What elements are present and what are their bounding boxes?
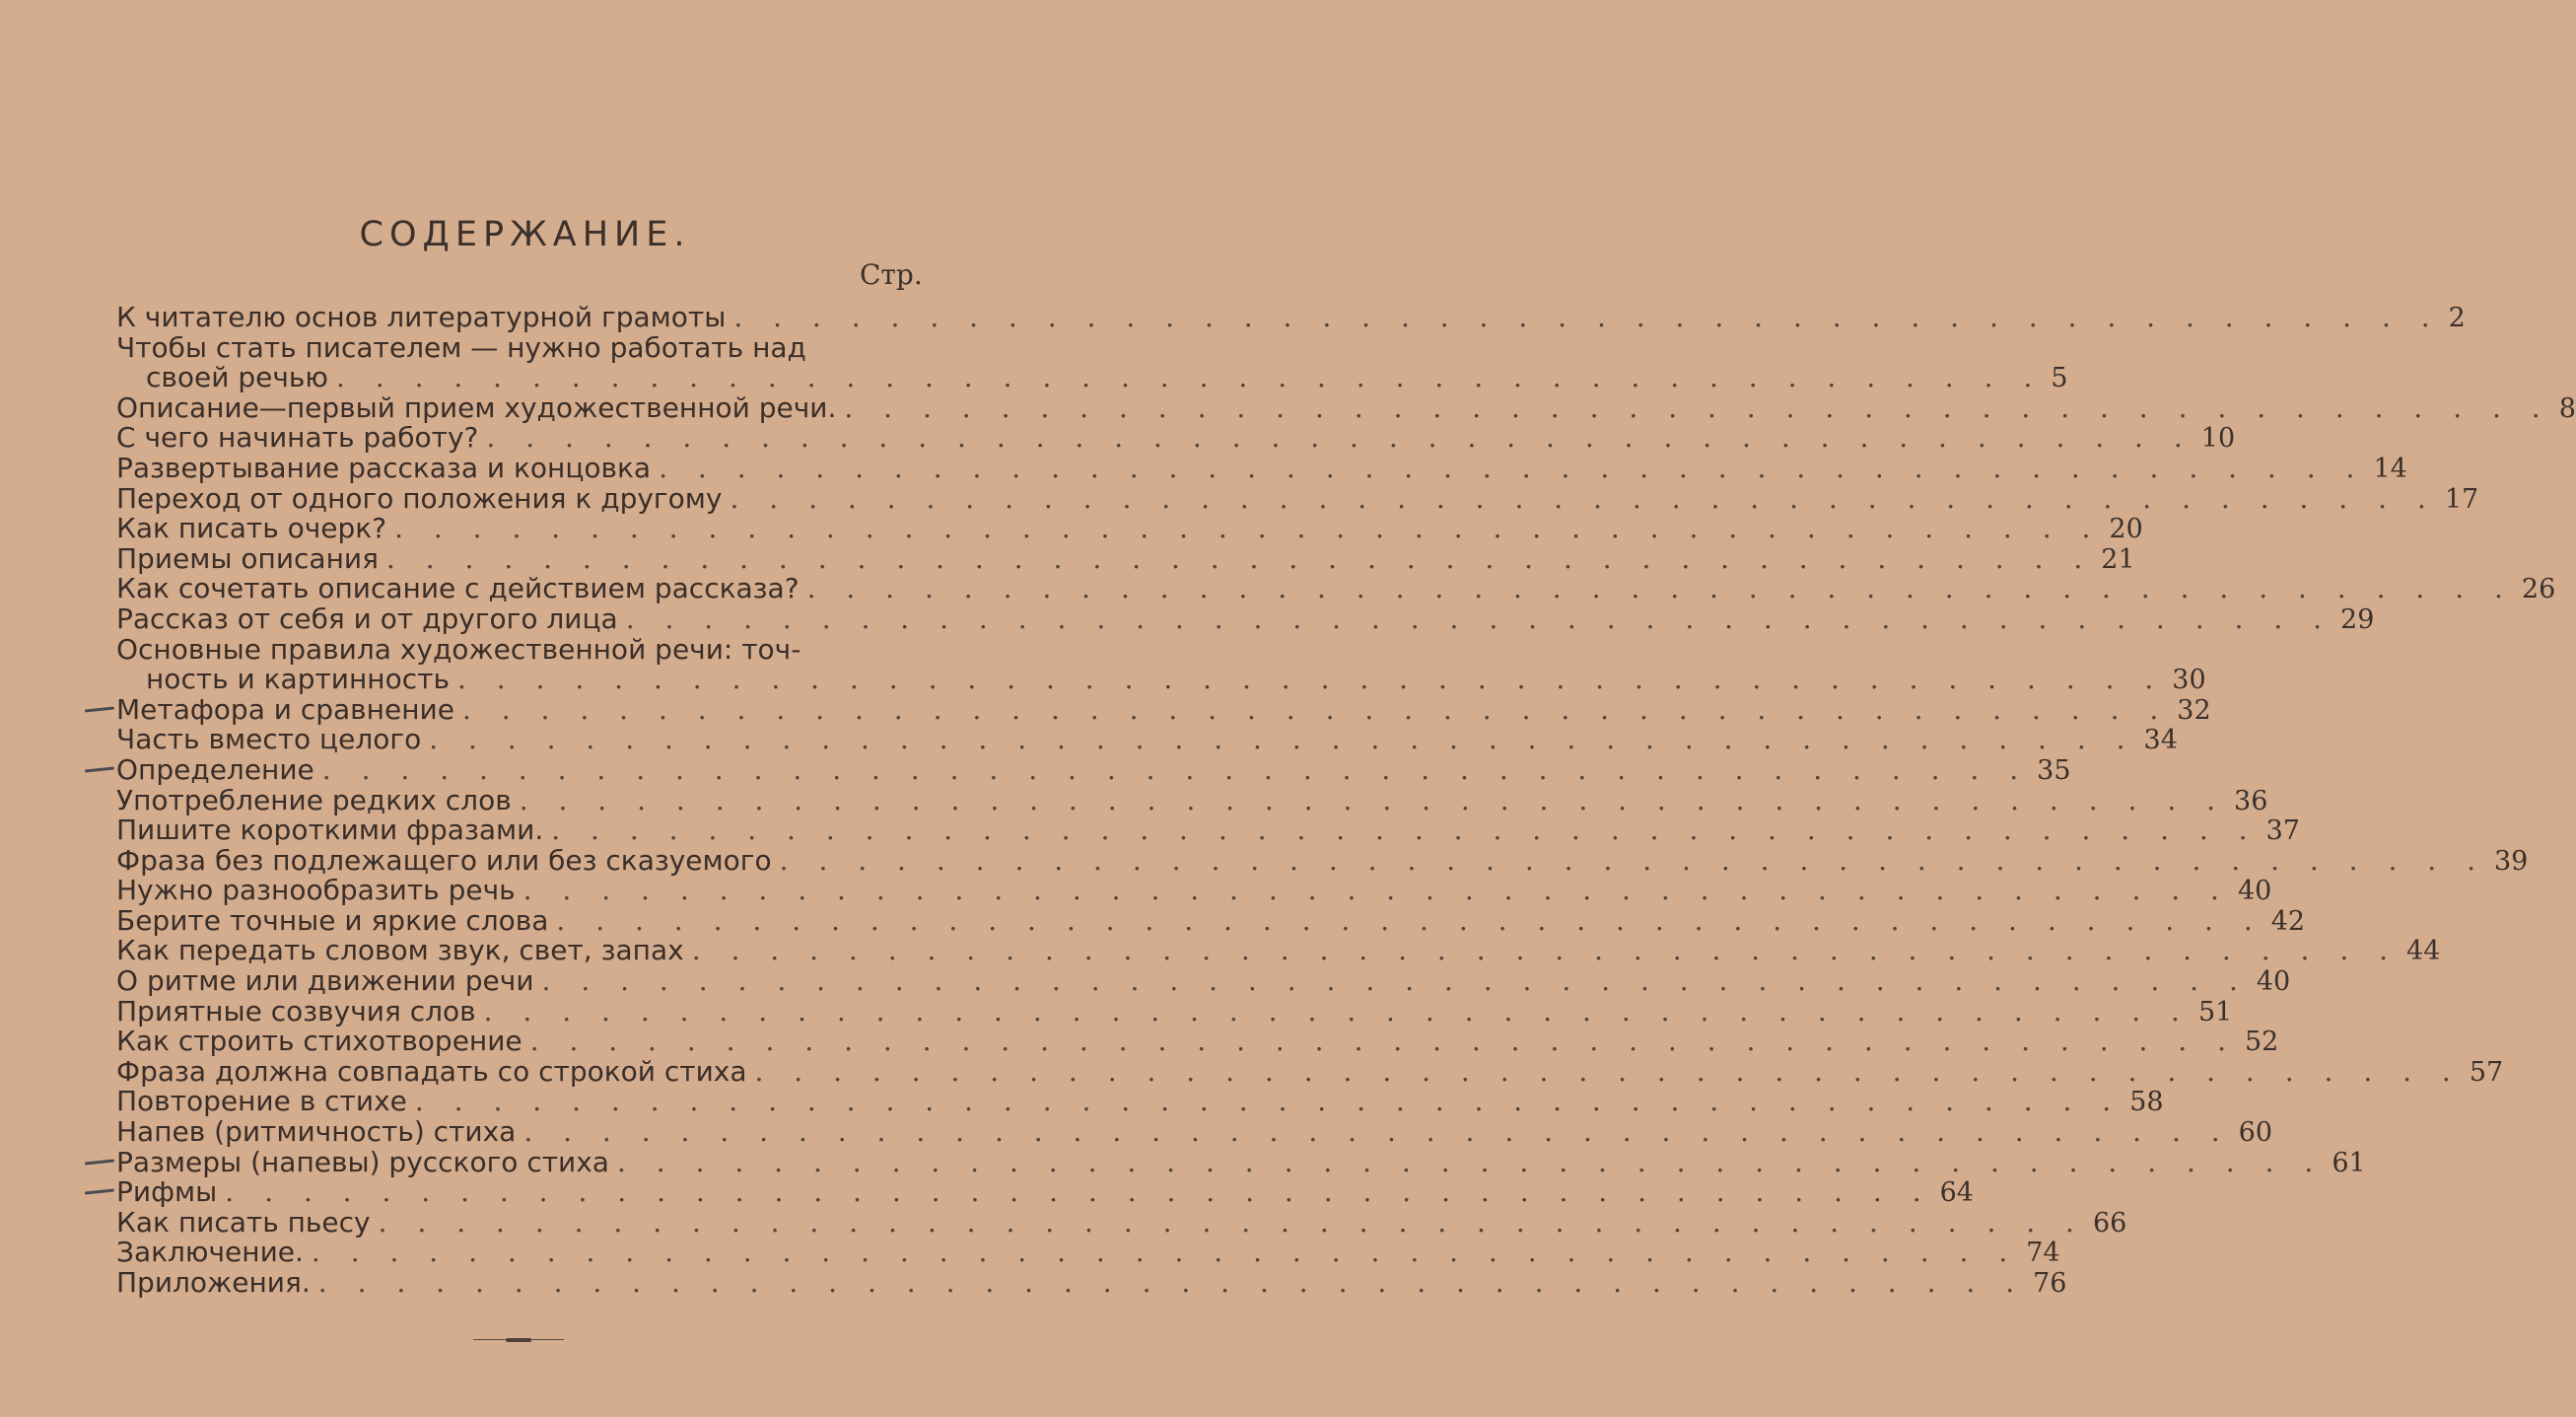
toc-entry-title: Рассказ от себя и от другого лица bbox=[116, 602, 618, 635]
toc-entry-title: Как сочетать описание с действием рассказа? bbox=[116, 572, 800, 605]
dot-leader: . . . . . . . . . . . . . . . . . . . . . . . . . . . . . . . . . . . . . . . . . . . . bbox=[486, 421, 2193, 455]
dot-leader: . . . . . . . . . . . . . . . . . . . . . . . . . . . . . . . . . . . . . . . . . . . . bbox=[691, 934, 2400, 967]
toc-entry-title: Определение bbox=[116, 752, 314, 786]
toc-entry-title: Рифмы bbox=[116, 1175, 218, 1209]
dot-leader: . . . . . . . . . . . . . . . . . . . . . . . . . . . . . . . . . . . . . . . . . . . . bbox=[522, 874, 2230, 907]
toc-entry bbox=[116, 903, 2306, 937]
pencil-mark bbox=[85, 1159, 114, 1165]
toc-entry bbox=[116, 541, 2135, 575]
toc-entry-page: 66 bbox=[2092, 1207, 2127, 1239]
dot-leader: . . . . . . . . . . . . . . . . . . . . . . . . . . . . . . . . . . . . . . . . . . . . bbox=[616, 1145, 2325, 1178]
dot-leader: . . . . . . . . . . . . . . . . . . . . . . . . . . . . . . . . . . . . . . . . . . . . bbox=[529, 1025, 2237, 1058]
dot-leader: . . . . . . . . . . . . . . . . . . . . . . . . . . . . . . . . . . . . . . . . . . . . bbox=[311, 1236, 2019, 1269]
dot-leader: . . . . . . . . . . . . . . . . . . . . . . . . . . . . . . . . . . . . . . . . . . . . bbox=[317, 1266, 2026, 1299]
dot-leader: . . . . . . . . . . . . . . . . . . . . . . . . . . . . . . . . . . . . . . . . . . . . bbox=[225, 1175, 1932, 1209]
toc-entry bbox=[116, 481, 2479, 515]
toc-entry-page: 74 bbox=[2026, 1238, 2060, 1269]
dot-leader: . . . . . . . . . . . . . . . . . . . . . . . . . . . . . . . . . . . . . . . . . . . . bbox=[394, 512, 2102, 545]
toc-entry bbox=[116, 723, 2178, 756]
toc-entry bbox=[116, 1266, 2067, 1299]
page-column-header: Стр. bbox=[860, 258, 923, 291]
toc-entry-continuation: ность и картинность bbox=[146, 663, 450, 696]
toc-entry bbox=[116, 632, 2206, 696]
toc-entry bbox=[116, 934, 2441, 967]
dot-leader: . . . . . . . . . . . . . . . . . . . . . . . . . . . . . . . . . . . . . . . . . . . . bbox=[321, 752, 2030, 786]
pencil-mark bbox=[85, 706, 114, 712]
dot-leader: . . . . . . . . . . . . . . . . . . . . . . . . . . . . . . . . . . . . . . . . . . . . bbox=[456, 663, 2165, 696]
end-ornament bbox=[473, 1338, 564, 1342]
toc-entry bbox=[116, 843, 2529, 877]
toc-entry-page: 52 bbox=[2245, 1027, 2279, 1058]
dot-leader: . . . . . . . . . . . . . . . . . . . . . . . . . . . . . . . . . . . . . . . . . . . . bbox=[414, 1085, 2123, 1118]
toc-entry-title: Переход от одного положения к другому bbox=[116, 481, 723, 515]
toc-entry bbox=[116, 390, 2576, 424]
toc-entry bbox=[116, 301, 2466, 333]
toc-entry-page: 40 bbox=[2256, 966, 2291, 998]
dot-leader: . . . . . . . . . . . . . . . . . . . . . . . . . . . . . . . . . . . . . . . . . . . . bbox=[625, 602, 2333, 635]
toc-entry bbox=[116, 451, 2407, 484]
dot-leader: . . . . . . . . . . . . . . . . . . . . . . . . . . . . . . . . . . . . . . . . . . . . bbox=[335, 361, 2044, 394]
dot-leader: . . . . . . . . . . . . . . . . . . . . . . . . . . . . . . . . . . . . . . . . . . . . bbox=[519, 783, 2227, 816]
dot-leader: . . . . . . . . . . . . . . . . . . . . . . . . . . . . . . . . . . . . . . . . . . . . bbox=[659, 451, 2366, 484]
pencil-mark bbox=[85, 766, 114, 772]
toc-entry-title: Как писать очерк? bbox=[116, 512, 387, 545]
dot-leader: . . . . . . . . . . . . . . . . . . . . . . . . . . . . . . . . . . . . . . . . . . . . bbox=[385, 541, 2094, 575]
dot-leader: . . . . . . . . . . . . . . . . . . . . . . . . . . . . . . . . . . . . . . . . . . . . bbox=[378, 1205, 2085, 1239]
table-of-contents bbox=[116, 301, 2576, 1299]
toc-entry-title: Употребление редких слов bbox=[116, 783, 512, 816]
toc-entry-page: 44 bbox=[2406, 936, 2441, 967]
dot-leader: . . . . . . . . . . . . . . . . . . . . . . . . . . . . . . . . . . . . . . . . . . . . bbox=[461, 692, 2170, 726]
toc-entry-page: 35 bbox=[2037, 754, 2071, 786]
toc-entry-title: Как строить стихотворение bbox=[116, 1025, 522, 1058]
toc-entry-title: Размеры (напевы) русского стиха bbox=[116, 1145, 609, 1178]
toc-entry bbox=[116, 1085, 2164, 1118]
dot-leader: . . . . . . . . . . . . . . . . . . . . . . . . . . . . . . . . . . . . . . . . . . . . bbox=[730, 481, 2437, 515]
toc-entry-title: Приемы описания bbox=[116, 541, 379, 575]
toc-entry bbox=[116, 1054, 2504, 1088]
toc-entry bbox=[116, 994, 2233, 1027]
toc-entry-title: С чего начинать работу? bbox=[116, 421, 479, 455]
toc-entry-page: 10 bbox=[2200, 423, 2236, 455]
toc-entry-page: 60 bbox=[2238, 1117, 2273, 1149]
dot-leader: . . . . . . . . . . . . . . . . . . . . . . . . . . . . . . . . . . . . . . . . . . . . bbox=[541, 964, 2249, 998]
toc-entry-title: Метафора и сравнение bbox=[116, 692, 454, 726]
toc-entry-page: 21 bbox=[2101, 543, 2135, 575]
dot-leader: . . . . . . . . . . . . . . . . . . . . . . . . . . . . . . . . . . . . . . . . . . . . bbox=[523, 1115, 2231, 1149]
toc-entry bbox=[116, 1236, 2060, 1269]
toc-entry-page: 37 bbox=[2265, 815, 2300, 847]
toc-entry bbox=[116, 752, 2071, 786]
toc-entry bbox=[116, 1205, 2127, 1239]
toc-entry-title: Фраза должна совпадать со строкой стиха bbox=[116, 1054, 747, 1088]
toc-entry-page: 30 bbox=[2172, 665, 2206, 696]
toc-entry-page: 8 bbox=[2558, 392, 2576, 424]
toc-entry bbox=[116, 1115, 2273, 1149]
toc-entry bbox=[116, 1175, 1974, 1209]
toc-entry-page: 32 bbox=[2177, 694, 2211, 726]
toc-entry-title: К читателю основ литературной грамоты bbox=[116, 301, 727, 333]
toc-entry-title: Основные правила художественной речи: точ- bbox=[116, 632, 801, 666]
toc-entry-title: Заключение. bbox=[116, 1236, 304, 1269]
toc-entry-title: Часть вместо целого bbox=[116, 723, 422, 756]
dot-leader: . . . . . . . . . . . . . . . . . . . . . . . . . . . . . . . . . . . . . . . . . . . . bbox=[754, 1054, 2462, 1088]
toc-entry bbox=[116, 330, 2068, 394]
toc-entry-page: 39 bbox=[2493, 845, 2529, 877]
toc-entry bbox=[116, 421, 2236, 455]
toc-entry-page: 2 bbox=[2448, 303, 2466, 333]
dot-leader: . . . . . . . . . . . . . . . . . . . . . . . . . . . . . . . . . . . . . . . . . . . . bbox=[806, 572, 2514, 605]
toc-entry-title: Приятные созвучия слов bbox=[116, 994, 476, 1027]
toc-entry-continuation: своей речью bbox=[146, 361, 328, 394]
dot-leader: . . . . . . . . . . . . . . . . . . . . . . . . . . . . . . . . . . . . . . . . . . . . bbox=[483, 994, 2191, 1027]
toc-entry-title: О ритме или движении речи bbox=[116, 964, 534, 998]
toc-entry-title: Как передать словом звук, свет, запах bbox=[116, 934, 684, 967]
toc-entry-page: 64 bbox=[1939, 1177, 1974, 1209]
toc-entry-page: 61 bbox=[2332, 1147, 2366, 1178]
toc-entry-title: Напев (ритмичность) стиха bbox=[116, 1115, 517, 1149]
toc-entry-page: 40 bbox=[2237, 876, 2272, 907]
toc-entry-page: 42 bbox=[2270, 905, 2306, 937]
toc-entry-title: Нужно разнообразить речь bbox=[116, 874, 516, 907]
toc-entry-page: 58 bbox=[2129, 1087, 2164, 1118]
toc-entry-title: Берите точные и яркие слова bbox=[116, 903, 549, 937]
toc-entry-page: 17 bbox=[2444, 483, 2479, 515]
toc-entry-page: 14 bbox=[2373, 453, 2407, 484]
toc-entry-title: Описание—первый прием художественной речи. bbox=[116, 390, 837, 424]
toc-entry bbox=[116, 692, 2211, 726]
toc-entry-page: 26 bbox=[2521, 574, 2556, 605]
toc-entry-title: Развертывание рассказа и концовка bbox=[116, 451, 652, 484]
toc-entry-page: 36 bbox=[2234, 785, 2268, 816]
toc-entry-page: 5 bbox=[2051, 363, 2068, 394]
page-title: СОДЕРЖАНИЕ. bbox=[359, 215, 691, 254]
toc-entry-page: 34 bbox=[2143, 725, 2178, 756]
toc-entry bbox=[116, 783, 2268, 816]
toc-entry-title: Чтобы стать писателем — нужно работать над bbox=[116, 330, 806, 364]
toc-entry-page: 76 bbox=[2033, 1268, 2067, 1299]
toc-entry bbox=[116, 572, 2556, 605]
dot-leader: . . . . . . . . . . . . . . . . . . . . . . . . . . . . . . . . . . . . . . . . . . . . bbox=[779, 843, 2486, 877]
dot-leader: . . . . . . . . . . . . . . . . . . . . . . . . . . . . . . . . . . . . . . . . . . . . bbox=[429, 723, 2136, 756]
toc-entry bbox=[116, 874, 2272, 907]
toc-entry-title: Повторение в стихе bbox=[116, 1085, 407, 1118]
dot-leader: . . . . . . . . . . . . . . . . . . . . . . . . . . . . . . . . . . . . . . . . . . . . bbox=[556, 903, 2263, 937]
toc-entry bbox=[116, 602, 2375, 635]
toc-entry bbox=[116, 964, 2291, 998]
dot-leader: . . . . . . . . . . . . . . . . . . . . . . . . . . . . . . . . . . . . . . . . . . . . bbox=[551, 814, 2259, 847]
toc-entry bbox=[116, 1025, 2279, 1058]
toc-entry-page: 29 bbox=[2340, 603, 2375, 635]
toc-entry bbox=[116, 512, 2143, 545]
toc-entry-title: Пишите короткими фразами. bbox=[116, 814, 544, 847]
toc-entry-title: Фраза без подлежащего или без сказуемого bbox=[116, 843, 772, 877]
toc-entry-title: Как писать пьесу bbox=[116, 1205, 371, 1239]
toc-entry bbox=[116, 1145, 2366, 1178]
dot-leader: . . . . . . . . . . . . . . . . . . . . . . . . . . . . . . . . . . . . . . . . . . . . bbox=[844, 390, 2551, 424]
toc-entry-page: 51 bbox=[2197, 996, 2233, 1027]
toc-entry-page: 20 bbox=[2109, 514, 2143, 545]
pencil-mark bbox=[85, 1189, 114, 1195]
toc-entry-title: Приложения. bbox=[116, 1266, 311, 1299]
dot-leader: . . . . . . . . . . . . . . . . . . . . . . . . . . . . . . . . . . . . . . . . . . . . bbox=[733, 301, 2441, 333]
toc-entry-page: 57 bbox=[2469, 1056, 2504, 1088]
toc-entry bbox=[116, 814, 2300, 847]
